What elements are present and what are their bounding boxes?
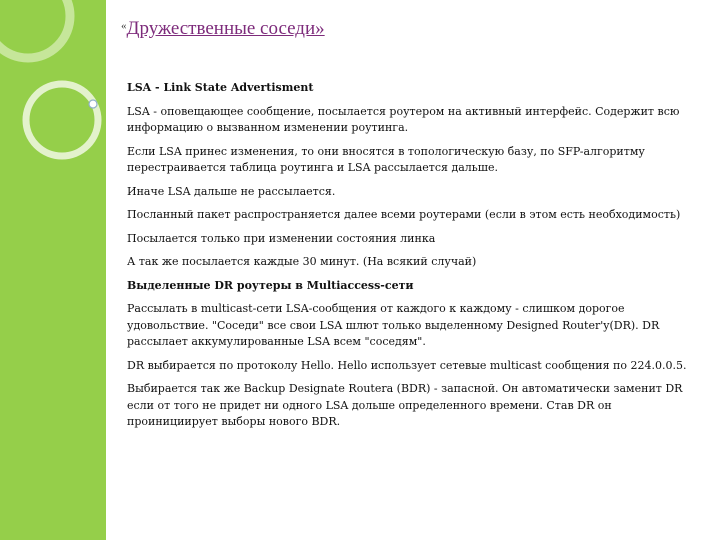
paragraph-lsa-changes: Если LSA принес изменения, то они вносятся в топологическую базу, по SFP-алгоритму перестраивается таблица роутинга и LSA рассылается дальше. (127, 144, 645, 174)
paragraph-lsa-definition: LSA - оповещающее сообщение, посылается роутером на активный интерфейс. Содержит всю информацию о вызванном изменении роутинга. (127, 104, 680, 134)
paragraph-hello: DR выбирается по протоколу Hello. Hello использует сетевые multicast сообщения по 224.0.0.5. (127, 358, 687, 372)
paragraph-30-minutes: А так же посылается каждые 30 минут. (На всякий случай) (127, 255, 477, 268)
paragraph-lsa-heading: LSA - Link State Advertisment (127, 81, 314, 94)
paragraph-dr-heading: Выделенные DR роутеры в Multiaccess-сети (127, 278, 414, 292)
title-quote-mark: « (121, 20, 127, 32)
paragraph-lsa-otherwise: Иначе LSA дальше не рассылается. (127, 184, 336, 198)
paragraph-packet-propagation: Посланный пакет распространяется далее всеми роутерами (если в этом есть необходимость) (127, 208, 681, 221)
paragraph-multicast: Рассылать в multicast-сети LSA-сообщения от каждого к каждому - слишком дорогое удовольствие. "Соседи" все свои LSA шлют только выделенному Designed Router'y(DR). DR рассылает аккумулированные LSA всем "соседям". (127, 302, 660, 348)
title-text: Дружественные соседи» (126, 18, 325, 39)
slide-body (127, 80, 705, 438)
decorative-circles (0, 0, 140, 200)
slide-title (121, 18, 325, 40)
paragraph-bdr: Выбирается так же Backup Designate Routera (BDR) - запасной. Он автоматически заменит DR если от того не придет ни одного LSA дольше определенного времени. Став DR он проинициирует выборы нового BDR. (127, 382, 683, 428)
paragraph-link-change: Посылается только при изменении состояния линка (127, 231, 436, 245)
